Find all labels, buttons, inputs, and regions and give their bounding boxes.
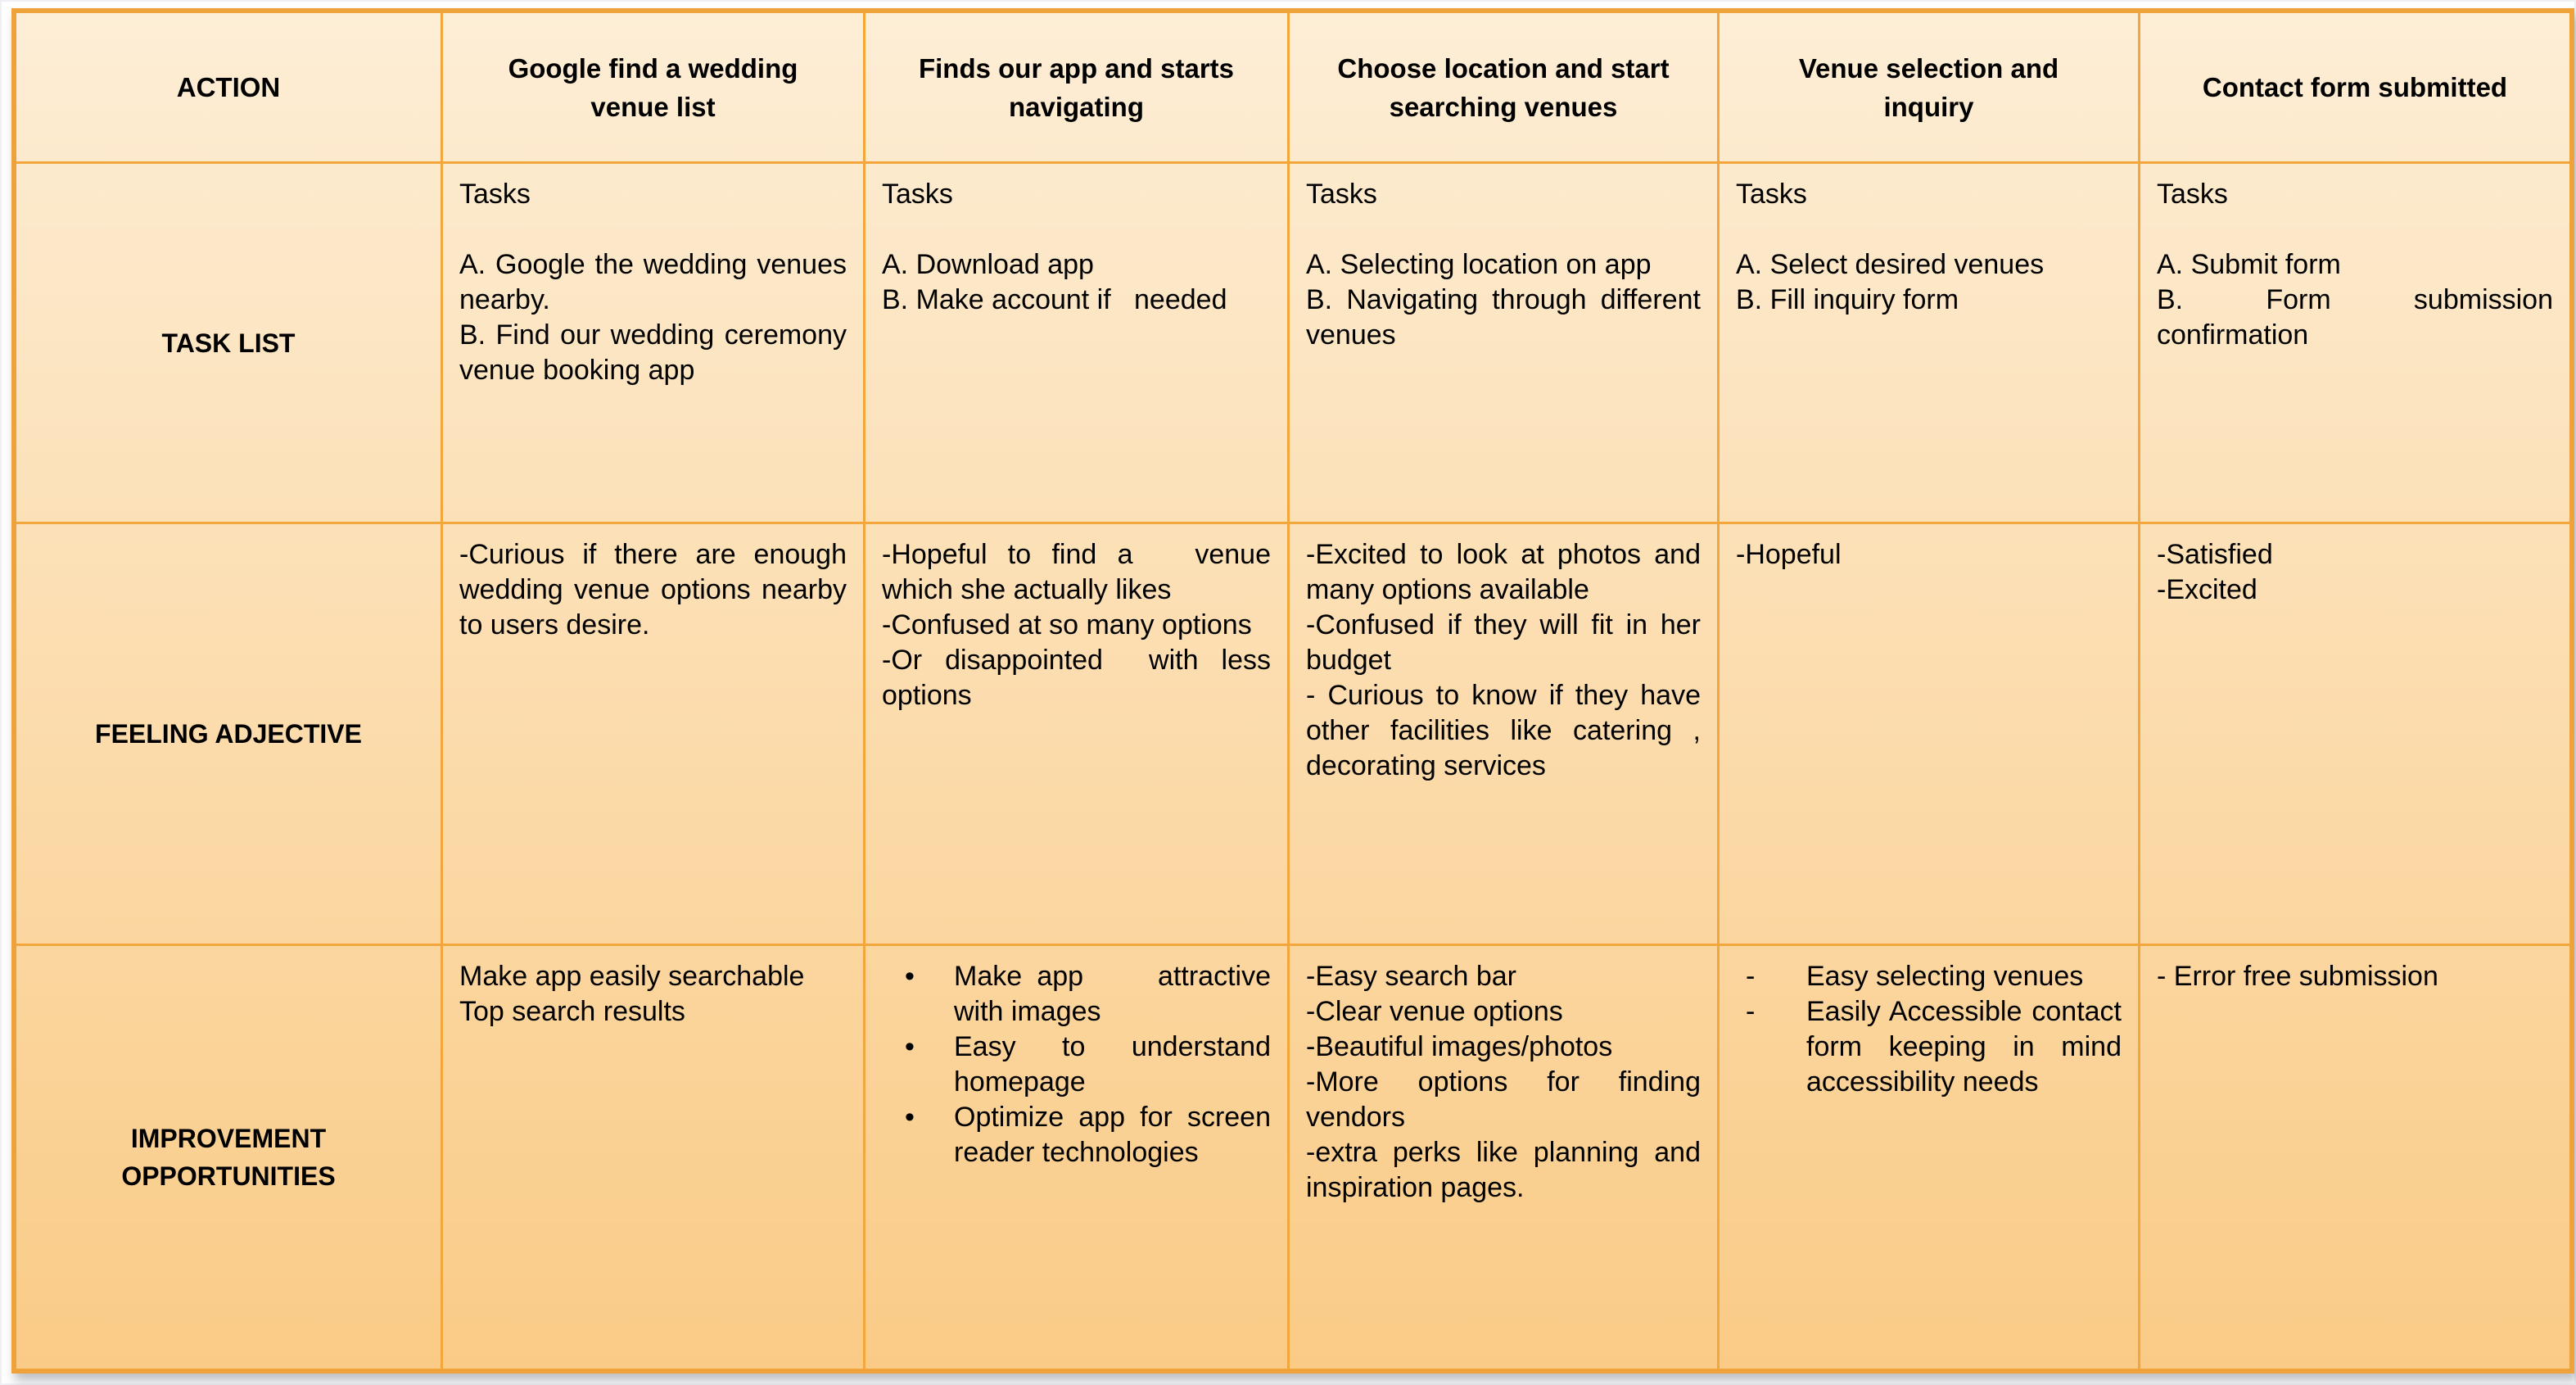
text-line: B. Form submission confirmation bbox=[2157, 284, 2561, 351]
list-marker: - bbox=[1746, 996, 1756, 1027]
text-line: Make app easily searchable bbox=[459, 961, 805, 992]
text-line: Tasks bbox=[1306, 179, 1377, 210]
text-line: A. Download app bbox=[882, 249, 1094, 280]
text-line: A. Google the wedding venues nearby. bbox=[459, 249, 855, 315]
text-line: Tasks bbox=[459, 179, 531, 210]
list-text: Make app attractive with images bbox=[954, 961, 1279, 1027]
text-line bbox=[2157, 212, 2553, 247]
cell-feeling-stage-3 bbox=[1290, 524, 1720, 946]
text-line: -Or disappointed with less options bbox=[882, 645, 1279, 711]
text-line: B. Make account if needed bbox=[882, 284, 1227, 315]
cell-feeling-stage-4 bbox=[1720, 524, 2140, 946]
list-text: Easily Accessible contact form keeping in mind accessibility needs bbox=[1806, 996, 2130, 1098]
list-marker: • bbox=[905, 1102, 915, 1133]
list-text: Optimize app for screen reader technologies bbox=[954, 1102, 1279, 1168]
cell-task-list-stage-1 bbox=[443, 164, 865, 524]
dash-item bbox=[1736, 994, 2130, 1100]
stage-header-venue-selection: Venue selection and inquiry bbox=[1720, 13, 2140, 164]
text-line: -Hopeful bbox=[1736, 539, 1842, 570]
cell-task-list-stage-5 bbox=[2140, 164, 2569, 524]
text-line: A. Selecting location on app bbox=[1306, 249, 1652, 280]
list-text: Easy to understand homepage bbox=[954, 1031, 1279, 1098]
stage-header-contact-form: Contact form submitted bbox=[2140, 13, 2569, 164]
row-label-task-list: TASK LIST bbox=[16, 164, 443, 524]
text-line: - Error free submission bbox=[2157, 961, 2438, 992]
dash-item bbox=[1736, 959, 2122, 994]
list-marker: • bbox=[905, 961, 915, 992]
text-line: -Confused at so many options bbox=[882, 609, 1252, 640]
text-line: A. Submit form bbox=[2157, 249, 2341, 280]
text-line: Tasks bbox=[2157, 179, 2228, 210]
cell-task-list-stage-4 bbox=[1720, 164, 2140, 524]
text-line: -Excited to look at photos and many options available bbox=[1306, 539, 1709, 605]
cell-task-list-stage-2 bbox=[865, 164, 1290, 524]
stage-header-finds-app: Finds our app and starts navigating bbox=[865, 13, 1290, 164]
text-line bbox=[459, 212, 847, 247]
cell-improvement-stage-5 bbox=[2140, 946, 2569, 1369]
list-text: Easy selecting venues bbox=[1806, 961, 2084, 992]
bullet-item bbox=[882, 1030, 1279, 1100]
journey-map-table bbox=[11, 8, 2574, 1374]
cell-improvement-stage-2 bbox=[865, 946, 1290, 1369]
cell-improvement-stage-4 bbox=[1720, 946, 2140, 1369]
stage-header-google-search: Google find a wedding venue list bbox=[443, 13, 865, 164]
text-line: Tasks bbox=[1736, 179, 1807, 210]
text-line: -Hopeful to find a venue which she actually likes bbox=[882, 539, 1279, 605]
text-line: -Beautiful images/photos bbox=[1306, 1031, 1613, 1062]
text-line: Top search results bbox=[459, 996, 685, 1027]
text-line: -More options for finding vendors bbox=[1306, 1066, 1709, 1133]
text-line: -Curious if there are enough wedding venue options nearby to users desire. bbox=[459, 539, 855, 640]
text-line: B. Navigating through different venues bbox=[1306, 284, 1709, 351]
list-marker: • bbox=[905, 1031, 915, 1062]
row-label-feeling-adjective: FEELING ADJECTIVE bbox=[16, 524, 443, 946]
cell-feeling-stage-1 bbox=[443, 524, 865, 946]
text-line: B. Find our wedding ceremony venue booking app bbox=[459, 319, 855, 386]
cell-task-list-stage-3 bbox=[1290, 164, 1720, 524]
cell-feeling-stage-2 bbox=[865, 524, 1290, 946]
text-line bbox=[1736, 212, 2122, 247]
cell-improvement-stage-3 bbox=[1290, 946, 1720, 1369]
bullet-item bbox=[882, 1100, 1279, 1170]
text-line: -Clear venue options bbox=[1306, 996, 1563, 1027]
text-line: Tasks bbox=[882, 179, 953, 210]
text-line: -Confused if they will fit in her budget bbox=[1306, 609, 1709, 676]
text-line: - Curious to know if they have other facilities like catering , decorating services bbox=[1306, 680, 1709, 781]
row-label-action: ACTION bbox=[16, 13, 443, 164]
text-line: A. Select desired venues bbox=[1736, 249, 2045, 280]
stage-header-choose-location: Choose location and start searching venues bbox=[1290, 13, 1720, 164]
text-line: -Easy search bar bbox=[1306, 961, 1516, 992]
bullet-item bbox=[882, 959, 1279, 1030]
text-line bbox=[1306, 212, 1701, 247]
cell-improvement-stage-1 bbox=[443, 946, 865, 1369]
text-line: -Excited bbox=[2157, 574, 2257, 605]
text-line bbox=[882, 212, 1271, 247]
row-label-improvement-opportunities: IMPROVEMENT OPPORTUNITIES bbox=[16, 946, 443, 1369]
list-marker: - bbox=[1746, 961, 1756, 992]
text-line: -extra perks like planning and inspiration pages. bbox=[1306, 1137, 1709, 1203]
cell-feeling-stage-5 bbox=[2140, 524, 2569, 946]
text-line: B. Fill inquiry form bbox=[1736, 284, 1959, 315]
text-line: -Satisfied bbox=[2157, 539, 2273, 570]
